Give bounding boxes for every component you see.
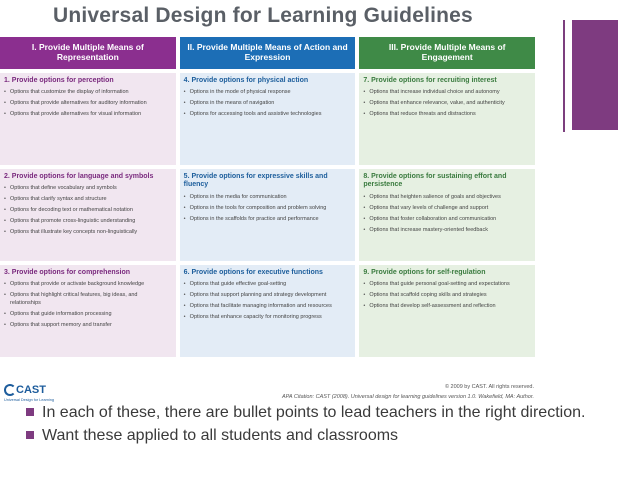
list-item: • Options that guide personal goal-setting and expectations <box>363 281 529 289</box>
guideline-heading: 8. Provide options for sustaining effort and persistence <box>363 173 507 189</box>
guideline-heading: 2. Provide options for language and symbols <box>4 173 154 180</box>
guideline-heading: 4. Provide options for physical action <box>183 77 309 84</box>
slide-title: Universal Design for Learning Guidelines <box>53 4 473 27</box>
list-item: • Options that highlight critical features, big ideas, and relationships <box>4 292 170 308</box>
guideline-heading: 7. Provide options for recruiting interest <box>363 77 497 84</box>
list-item: • Options in the means of navigation <box>184 100 350 108</box>
list-item: • Options that guide information processing <box>4 311 170 319</box>
list-item: • Options in the scaffolds for practice and performance <box>184 216 350 224</box>
column-representation <box>0 37 176 357</box>
guideline-cell <box>359 169 535 261</box>
column-header-representation: I. Provide Multiple Means of Representation <box>0 37 176 69</box>
list-item: • Options that guide effective goal-setting <box>184 281 350 289</box>
column-header-action-expression: II. Provide Multiple Means of Action and Expression <box>180 37 356 69</box>
decorative-block <box>572 20 618 130</box>
list-item: • Options that heighten salience of goals and objectives <box>363 194 529 202</box>
guideline-cell <box>359 265 535 357</box>
guideline-heading: 6. Provide options for executive functions <box>183 269 323 276</box>
list-item: • Options that develop self-assessment and reflection <box>363 303 529 311</box>
list-item: • Options that clarify syntax and structure <box>4 196 170 204</box>
guideline-heading: 9. Provide options for self-regulation <box>363 269 486 276</box>
list-item: • Options in the tools for composition and problem solving <box>184 205 350 213</box>
square-bullet-icon <box>26 431 34 439</box>
list-item: • Options that customize the display of information <box>4 89 170 97</box>
list-item: • Options that increase individual choice and autonomy <box>363 89 529 97</box>
bullet-text: In each of these, there are bullet points to lead teachers in the right direction. <box>42 404 586 421</box>
list-item: • Options that promote cross-linguistic understanding <box>4 218 170 226</box>
list-item: • Options that illustrate key concepts non-linguistically <box>4 229 170 237</box>
column-engagement <box>359 37 535 357</box>
column-action-expression <box>180 37 356 357</box>
list-item: • Options that provide or activate background knowledge <box>4 281 170 289</box>
list-item: • Options that provide alternatives for visual information <box>4 111 170 119</box>
guideline-cell <box>180 265 356 357</box>
list-item: • Options for accessing tools and assistive technologies <box>184 111 350 119</box>
bullet-text: Want these applied to all students and classrooms <box>42 427 399 444</box>
list-item: • Options that vary levels of challenge and support <box>363 205 529 213</box>
guidelines-table <box>0 37 535 357</box>
apa-citation: APA Citation: CAST (2008). Universal design for learning guidelines version 1.0. Wakefield, MA: Author. <box>281 394 534 400</box>
guideline-heading: 5. Provide options for expressive skills and fluency <box>183 173 328 189</box>
list-item: • Options that foster collaboration and communication <box>363 216 529 224</box>
slide-bullets <box>26 402 586 448</box>
copyright-notice: © 2009 by CAST. All rights reserved. <box>444 384 534 390</box>
bullet-item <box>26 425 586 446</box>
guideline-cell <box>0 169 176 261</box>
guideline-heading: 3. Provide options for comprehension <box>4 269 131 276</box>
list-item: • Options that provide alternatives for auditory information <box>4 100 170 108</box>
list-item: • Options that reduce threats and distractions <box>363 111 529 119</box>
guideline-heading: 1. Provide options for perception <box>4 77 114 84</box>
list-item: • Options that scaffold coping skills and strategies <box>363 292 529 300</box>
list-item: • Options in the media for communication <box>184 194 350 202</box>
list-item: • Options that facilitate managing information and resources <box>184 303 350 311</box>
decorative-line <box>563 20 565 132</box>
guideline-cell <box>0 265 176 357</box>
column-header-engagement: III. Provide Multiple Means of Engagement <box>359 37 535 69</box>
list-item: • Options for decoding text or mathematical notation <box>4 207 170 215</box>
guideline-cell <box>180 73 356 165</box>
guideline-cell <box>180 169 356 261</box>
cast-logo-tagline: Universal Design for Learning <box>4 398 55 402</box>
list-item: • Options that increase mastery-oriented feedback <box>363 227 529 235</box>
guideline-cell <box>359 73 535 165</box>
list-item: • Options that support planning and strategy development <box>184 292 350 300</box>
bullet-item <box>26 402 586 423</box>
list-item: • Options that enhance relevance, value, and authenticity <box>363 100 529 108</box>
list-item: • Options that enhance capacity for monitoring progress <box>184 314 350 322</box>
cast-logo-name: CAST <box>16 384 46 396</box>
list-item: • Options in the mode of physical response <box>184 89 350 97</box>
cast-logo-icon <box>4 384 16 396</box>
list-item: • Options that support memory and transfer <box>4 322 170 330</box>
list-item: • Options that define vocabulary and symbols <box>4 185 170 193</box>
guideline-cell <box>0 73 176 165</box>
square-bullet-icon <box>26 408 34 416</box>
